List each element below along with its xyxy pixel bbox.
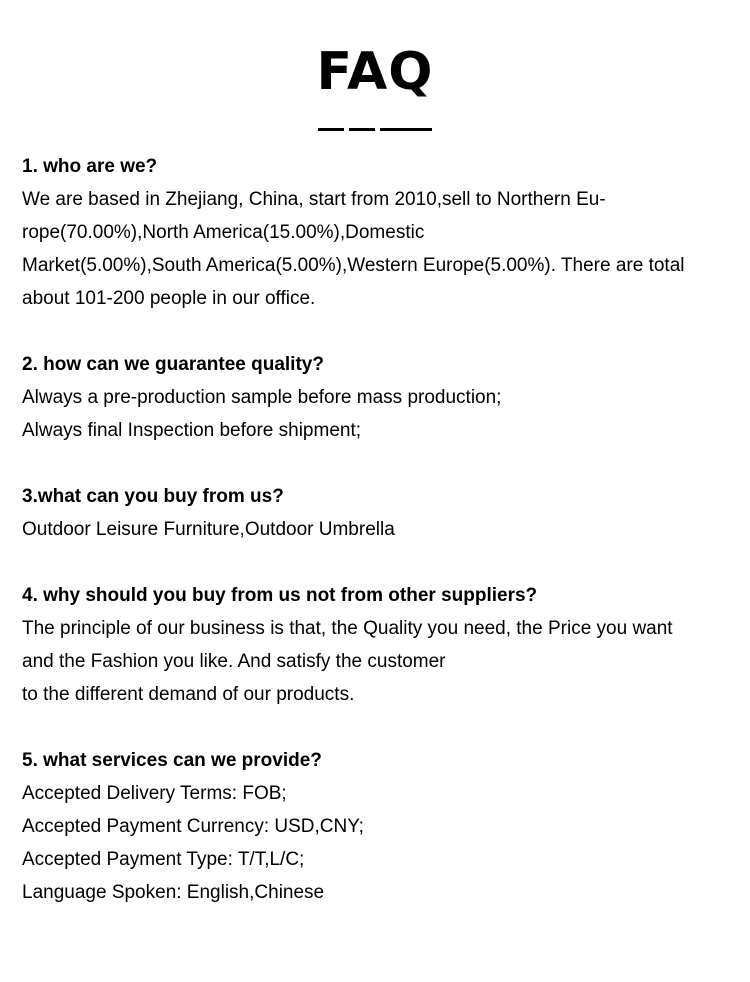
faq-answer-line: rope(70.00%),North America(15.00%),Domestic xyxy=(22,222,425,243)
divider-segment xyxy=(349,128,375,131)
faq-question: 5. what services can we provide? xyxy=(22,750,322,771)
faq-answer-line: Language Spoken: English,Chinese xyxy=(22,882,325,903)
faq-answer-line: and the Fashion you like. And satisfy the customer xyxy=(22,651,446,672)
faq-section-1 xyxy=(22,150,737,315)
faq-list xyxy=(22,150,737,942)
faq-section-5 xyxy=(22,744,737,909)
faq-question: 3.what can you buy from us? xyxy=(22,486,284,507)
faq-section-4 xyxy=(22,579,737,711)
faq-answer-line: about 101-200 people in our office. xyxy=(22,288,316,309)
faq-question: 2. how can we guarantee quality? xyxy=(22,354,324,375)
faq-answer-line: Always a pre-production sample before mass production; xyxy=(22,387,502,408)
title-divider xyxy=(318,128,432,131)
faq-answer-line: Market(5.00%),South America(5.00%),Western Europe(5.00%). There are total xyxy=(22,255,685,276)
faq-answer-line: We are based in Zhejiang, China, start from 2010,sell to Northern Eu- xyxy=(22,189,606,210)
faq-answer-line: to the different demand of our products. xyxy=(22,684,355,705)
faq-question: 1. who are we? xyxy=(22,156,158,177)
faq-answer-line: Outdoor Leisure Furniture,Outdoor Umbrella xyxy=(22,519,395,540)
faq-section-2 xyxy=(22,348,737,447)
page-title: FAQ xyxy=(316,42,434,102)
faq-section-3 xyxy=(22,480,737,546)
divider-segment xyxy=(380,128,432,131)
faq-answer-line: Accepted Payment Currency: USD,CNY; xyxy=(22,816,364,837)
divider-segment xyxy=(318,128,344,131)
faq-question: 4. why should you buy from us not from other suppliers? xyxy=(22,585,538,606)
faq-answer-line: Accepted Delivery Terms: FOB; xyxy=(22,783,287,804)
faq-answer-line: The principle of our business is that, the Quality you need, the Price you want xyxy=(22,618,673,639)
faq-answer-line: Always final Inspection before shipment; xyxy=(22,420,362,441)
faq-answer-line: Accepted Payment Type: T/T,L/C; xyxy=(22,849,305,870)
